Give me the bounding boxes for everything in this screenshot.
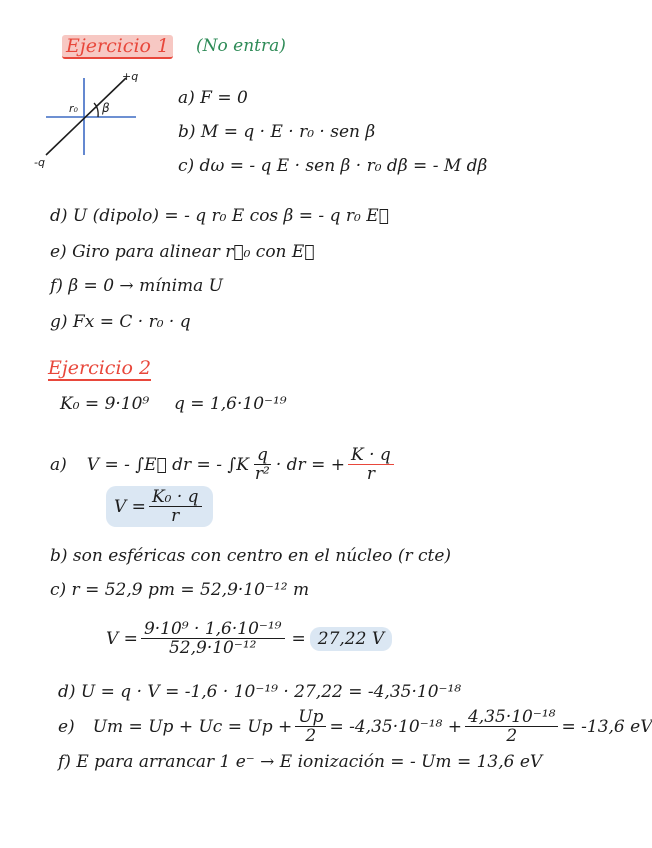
dipole-diagram (36, 70, 146, 180)
diagram-r0: r₀ (69, 102, 78, 115)
ex2-e-fraction (295, 708, 326, 745)
ex2-e-middle: = -4,35·10⁻¹⁸ + (329, 716, 462, 737)
ex2-c2-den: 52,9·10⁻¹² (168, 638, 257, 658)
ex1-answer-a: a) F = 0 (178, 88, 248, 108)
ex2-answer-b: b) son esféricas con centro en el núcleo (r cte) (50, 546, 452, 566)
ex1-answer-e: e) Giro para alinear r⃗₀ con E⃗ (50, 242, 315, 262)
ex2-box-prefix: V = (114, 496, 146, 517)
ex2-c2-equals: = (291, 628, 306, 649)
ex2-a-middle: · dr = + (275, 454, 345, 475)
ex2-c2-result: 27,22 V (310, 627, 392, 651)
exercise-1-note: (No entra) (196, 36, 286, 56)
ex2-e-equation: Um = Up + Uc = Up + (92, 716, 293, 737)
ex1-answer-d: d) U (dipolo) = - q r₀ E cos β = - q r₀ E⃗ (50, 206, 389, 226)
ex2-e-frac-num: Up (295, 708, 326, 727)
ex2-c2-fraction (141, 620, 285, 657)
exercise-2-title-text: Ejercicio 2 (48, 357, 152, 379)
ex2-constant-k: K₀ = 9·10⁹ (60, 394, 150, 414)
ex2-a-fraction (252, 446, 273, 483)
ex2-a-frac2-num: K · q (348, 446, 394, 465)
ex2-box-num: K₀ · q (149, 488, 202, 507)
ex2-answer-e (58, 708, 652, 745)
ex1-answer-c: c) dω = - q E · sen β · r₀ dβ = - M dβ (178, 156, 488, 176)
ex2-constant-q: q = 1,6·10⁻¹⁹ (174, 394, 287, 414)
ex2-e-result: = -13,6 eV (561, 716, 652, 737)
ex2-a-frac-den: r² (254, 464, 270, 484)
ex1-answer-g: g) Fx = C · r₀ · q (50, 312, 191, 332)
ex2-e-prefix: e) (58, 716, 75, 737)
ex2-e-fraction-2 (465, 708, 559, 745)
ex2-c2-num: 9·10⁹ · 1,6·10⁻¹⁹ (141, 620, 285, 639)
exercise-2-title (48, 358, 151, 378)
exercise-1-title (62, 36, 173, 56)
diagram-plus-q: +q (122, 70, 139, 83)
diagram-minus-q: -q (34, 156, 45, 169)
ex2-answer-f: f) E para arrancar 1 e⁻ → E ionización = - Um = 13,6 eV (58, 752, 543, 772)
ex1-answer-f: f) β = 0 → mínima U (50, 276, 224, 296)
ex2-box-fraction (149, 488, 202, 525)
ex2-box-den: r (171, 506, 180, 526)
exercise-1-title-text: Ejercicio 1 (62, 35, 173, 59)
ex2-e-frac2-den: 2 (506, 726, 518, 746)
ex2-a-fraction-2 (348, 446, 394, 483)
ex1-answer-b: b) M = q · E · r₀ · sen β (178, 122, 376, 142)
ex2-a-equation: V = - ∫E⃗ dr = - ∫K (86, 454, 249, 475)
ex2-answer-a (50, 446, 397, 483)
ex2-e-frac2-num: 4,35·10⁻¹⁸ (465, 708, 559, 727)
ex2-e-frac-den: 2 (305, 726, 317, 746)
ex2-a-frac2-den: r (366, 464, 375, 484)
diagram-beta: β (102, 101, 110, 115)
ex2-answer-c: c) r = 52,9 pm = 52,9·10⁻¹² m (50, 580, 310, 600)
ex2-voltage-calc (106, 620, 392, 657)
ex2-c2-prefix: V = (106, 628, 138, 649)
ex2-boxed-result (106, 486, 213, 527)
ex2-a-prefix: a) (50, 454, 67, 475)
ex2-answer-d: d) U = q · V = -1,6 · 10⁻¹⁹ · 27,22 = -4,35·10⁻¹⁸ (58, 682, 462, 702)
ex2-a-frac-num: q (254, 446, 271, 465)
